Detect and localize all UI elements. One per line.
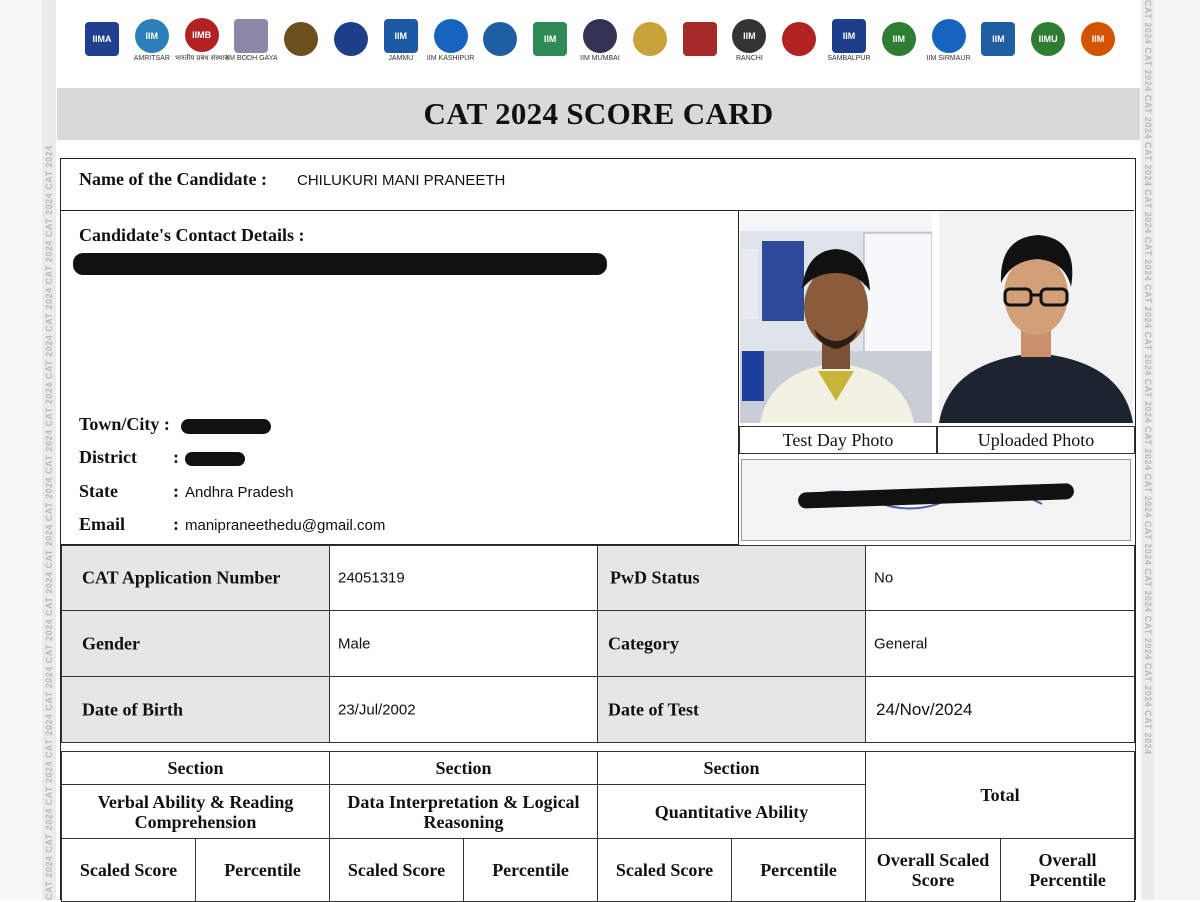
pwd-status-value-cell xyxy=(865,545,1135,611)
iimu-emblem-icon: IIMU xyxy=(1031,22,1065,56)
iim-sirmaur-caption: IIM SIRMAUR xyxy=(926,54,971,62)
logo-iim-shillong xyxy=(877,14,921,66)
state-label: State xyxy=(79,481,118,501)
dob-value: 23/Jul/2002 xyxy=(338,701,416,718)
town-label: Town/City : xyxy=(79,414,170,434)
email-value: manipraneethedu@gmail.com xyxy=(185,517,386,534)
candidate-name-label: Name of the Candidate : xyxy=(79,169,267,189)
gender-label-cell xyxy=(61,610,330,677)
iim-bodh-gaya-emblem-icon xyxy=(234,19,268,53)
section-name-dilr: Data Interpretation & Logical Reasoning xyxy=(329,784,598,839)
iim-ranchi-emblem-icon: IIM xyxy=(732,19,766,53)
iim-mumbai-emblem-icon xyxy=(583,19,617,53)
section-header-varc: Section xyxy=(61,751,330,785)
iim-amritsar-caption: AMRITSAR xyxy=(133,54,170,62)
category-label: Category xyxy=(608,633,679,653)
application-number-value: 24051319 xyxy=(338,569,405,587)
signature-image xyxy=(742,460,1131,541)
logo-iim-lucknow xyxy=(528,14,572,66)
logo-iim-mumbai xyxy=(578,14,622,66)
test-date-label-cell xyxy=(597,676,866,743)
iim-amritsar-emblem-icon: IIM xyxy=(135,19,169,53)
email-colon: : xyxy=(173,514,179,534)
iim-shillong-emblem-icon: IIM xyxy=(882,22,916,56)
iim-mumbai-caption: IIM MUMBAI xyxy=(580,54,620,62)
logo-iim-ranchi xyxy=(727,14,771,66)
pwd-status-label: PwD Status xyxy=(610,567,700,588)
dob-label: Date of Birth xyxy=(82,699,183,719)
section-header-qa: Section xyxy=(597,751,866,785)
iim-indore-emblem-icon xyxy=(334,22,368,56)
dilr-scaled-header: Scaled Score xyxy=(329,838,464,902)
iim-kashipur-caption: IIM KASHIPUR xyxy=(426,54,475,62)
score-card xyxy=(60,158,1136,900)
iim-lucknow-emblem-icon: IIM xyxy=(533,22,567,56)
logo-iim-indore xyxy=(329,14,373,66)
page-margin-right xyxy=(1156,0,1200,900)
iim-sirmaur-emblem-icon xyxy=(932,19,966,53)
watermark-right: CAT 2024 CAT 2024 CAT 2024 CAT 2024 CAT 2024 CAT 2024 CAT 2024 CAT 2024 CAT 2024 CAT 2024 CAT 2024 CAT 2024 CAT 2024 CAT 2024 CAT 2024 CAT 2024 xyxy=(1141,0,1155,900)
table-spacer xyxy=(61,743,1135,751)
varc-scaled-header: Scaled Score xyxy=(61,838,196,902)
qa-scaled-header: Scaled Score xyxy=(597,838,732,902)
logo-iim-visakhapatnam xyxy=(1076,14,1120,66)
overall-scaled-header: Overall Scaled Score xyxy=(865,838,1001,902)
section-name-qa: Quantitative Ability xyxy=(597,784,866,839)
test-day-photo-caption: Test Day Photo xyxy=(739,426,937,454)
title-band xyxy=(57,88,1140,140)
iim-visakhapatnam-emblem-icon: IIM xyxy=(1081,22,1115,56)
category-value-cell xyxy=(865,610,1135,677)
uploaded-photo-caption: Uploaded Photo xyxy=(937,426,1135,454)
qa-percentile-header: Percentile xyxy=(731,838,866,902)
candidate-signature xyxy=(741,459,1131,541)
candidate-name-row xyxy=(61,159,1134,211)
iim-ranchi-caption: RANCHI xyxy=(735,54,763,62)
logo-iim-sirmaur xyxy=(927,14,971,66)
test-date-value: 24/Nov/2024 xyxy=(876,699,973,719)
iim-rohtak-emblem-icon xyxy=(782,22,816,56)
contact-details-label: Candidate's Contact Details : xyxy=(79,225,305,245)
gender-label: Gender xyxy=(82,633,140,653)
category-value: General xyxy=(874,635,928,652)
iim-sambalpur-caption: SAMBALPUR xyxy=(827,54,871,62)
iim-kozhikode-emblem-icon xyxy=(483,22,517,56)
total-header: Total xyxy=(865,751,1135,839)
logo-iim-jammu xyxy=(379,14,423,66)
uploaded-photo xyxy=(939,211,1133,423)
logo-iim-bodh-gaya xyxy=(225,14,278,66)
section-name-varc: Verbal Ability & Reading Comprehension xyxy=(61,784,330,839)
state-colon: : xyxy=(173,481,179,501)
logo-iim-amritsar xyxy=(130,14,174,66)
iim-nagpur-emblem-icon xyxy=(633,22,667,56)
logo-iim-tiruchirappalli xyxy=(976,14,1020,66)
iim-calcutta-emblem-icon xyxy=(284,22,318,56)
candidate-name-value: CHILUKURI MANI PRANEETH xyxy=(297,172,506,189)
page-margin-left xyxy=(0,0,42,900)
logo-iimb xyxy=(175,14,229,66)
iima-emblem-icon: IIMA xyxy=(85,22,119,56)
logo-iim-nagpur xyxy=(628,14,672,66)
state-value: Andhra Pradesh xyxy=(185,484,294,501)
logo-iim-sambalpur xyxy=(827,14,871,66)
institute-logo-strip xyxy=(80,12,1120,68)
iimb-emblem-icon: IIMB xyxy=(185,18,219,52)
district-colon: : xyxy=(173,447,179,467)
test-day-photo-image xyxy=(740,211,932,423)
logo-iima xyxy=(80,14,124,66)
watermark-left: CAT 2024 CAT 2024 CAT 2024 CAT 2024 CAT 2024 CAT 2024 CAT 2024 CAT 2024 CAT 2024 CAT 2024 CAT 2024 CAT 2024 CAT 2024 CAT 2024 CAT 2024 CAT 2024 xyxy=(42,0,56,900)
iimb-caption: भारतीय प्रबंध संस्थान xyxy=(175,54,229,62)
iim-bodh-gaya-caption: IIM BODH GAYA xyxy=(225,54,278,62)
overall-percentile-header: Overall Percentile xyxy=(1000,838,1135,902)
logo-iim-calcutta xyxy=(279,14,323,66)
application-number-value-cell xyxy=(329,545,598,611)
gender-value: Male xyxy=(338,635,371,652)
varc-percentile-header: Percentile xyxy=(195,838,330,902)
pwd-status-label-cell xyxy=(597,545,866,611)
application-number-label-cell xyxy=(61,545,330,611)
dilr-percentile-header: Percentile xyxy=(463,838,598,902)
iim-jammu-caption: JAMMU xyxy=(388,54,414,62)
contact-details-block xyxy=(61,211,739,545)
iim-kashipur-emblem-icon xyxy=(434,19,468,53)
application-number-label: CAT Application Number xyxy=(82,567,281,588)
iim-raipur-emblem-icon xyxy=(683,22,717,56)
iim-tiruchirappalli-emblem-icon: IIM xyxy=(981,22,1015,56)
dob-label-cell xyxy=(61,676,330,743)
redacted-district xyxy=(185,452,245,466)
test-day-photo xyxy=(740,211,932,423)
iim-jammu-emblem-icon: IIM xyxy=(384,19,418,53)
redacted-town xyxy=(181,419,271,434)
logo-iimu xyxy=(1026,14,1070,66)
iim-sambalpur-emblem-icon: IIM xyxy=(832,19,866,53)
pwd-status-value: No xyxy=(874,569,894,587)
dob-value-cell xyxy=(329,676,598,743)
district-label: District xyxy=(79,447,137,467)
test-date-value-cell xyxy=(865,676,1135,743)
test-date-label: Date of Test xyxy=(608,699,699,719)
logo-iim-rohtak xyxy=(777,14,821,66)
logo-iim-kozhikode xyxy=(478,14,522,66)
email-label: Email xyxy=(79,514,126,534)
logo-iim-raipur xyxy=(678,14,722,66)
section-header-dilr: Section xyxy=(329,751,598,785)
logo-iim-kashipur xyxy=(426,14,475,66)
redacted-address xyxy=(73,253,607,275)
gender-value-cell xyxy=(329,610,598,677)
page-title: CAT 2024 SCORE CARD xyxy=(423,96,774,131)
category-label-cell xyxy=(597,610,866,677)
uploaded-photo-image xyxy=(939,211,1133,423)
